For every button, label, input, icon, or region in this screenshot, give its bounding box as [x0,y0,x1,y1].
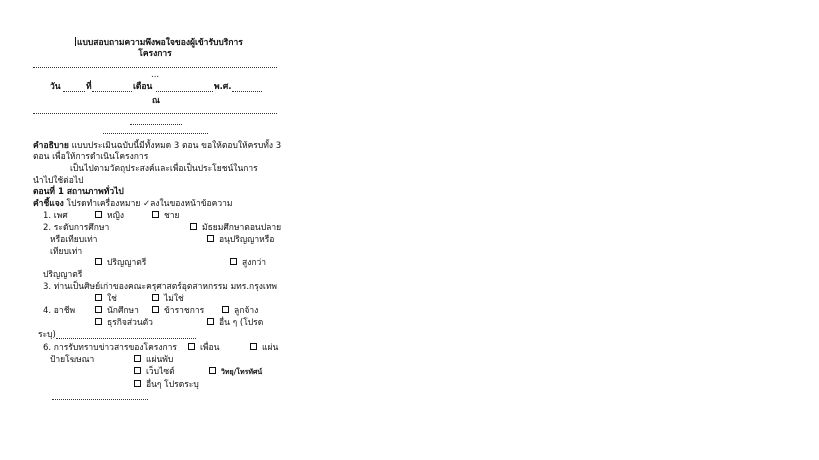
q3-label: 3. ท่านเป็นศิษย์เก่าของคณะครุศาสตร์อุตสาหกรรม มทร.กรุงเทพ [43,282,278,292]
separator-line [33,113,277,114]
separator-line [33,67,277,68]
q2-option-above-bachelor-cont: ปริญญาตรี [43,270,83,280]
q4-other-fill[interactable] [56,338,196,339]
q1-option-female[interactable] [95,211,124,222]
checkbox-icon[interactable] [95,294,102,301]
q2-label: 2. ระดับการศึกษา [43,223,110,233]
text-cursor [75,37,76,46]
q1-label: 1. เพศ [43,211,68,221]
checkbox-icon[interactable] [134,380,141,387]
q4-option-other[interactable] [207,318,263,329]
checkbox-icon[interactable] [95,211,102,218]
option-label: ชาย [164,211,180,221]
option-label: ลูกจ้าง [234,306,259,316]
option-label: หญิง [107,211,124,221]
checkbox-icon[interactable] [152,306,159,313]
separator-line [103,133,208,134]
q6-other-fill[interactable] [52,399,148,400]
option-label: อนุปริญญาหรือ [219,235,275,245]
option-label: นักศึกษา [107,306,139,316]
q4-option-government[interactable] [152,306,204,317]
option-label: สูงกว่า [242,258,267,268]
checkbox-icon[interactable] [134,355,141,362]
project-label: โครงการ [138,49,172,59]
q3-option-no[interactable] [152,294,184,305]
option-label: มัธยมศึกษาตอนปลาย [202,223,282,233]
separator-line [130,124,182,125]
q3-option-yes[interactable] [95,294,117,305]
explanation-line: ตอน เพื่อให้การดำเนินโครงการ [33,152,149,162]
q2-option-highschool[interactable] [190,223,281,234]
form-title-text: แบบสอบถามความพึงพอใจของผู้เข้ารับบริการ [77,38,243,48]
option-label: แผ่นพับ [146,355,174,365]
checkbox-icon[interactable] [152,211,159,218]
q6-option-friend[interactable] [188,343,219,354]
option-label: ใช่ [107,294,117,304]
checkbox-icon[interactable] [152,294,159,301]
q2-option-bachelor[interactable] [95,258,146,269]
option-label: ปริญญาตรี [107,258,147,268]
explanation-label: คำอธิบาย [33,141,69,151]
q6-option-brochure[interactable] [134,355,173,366]
q4-option-business[interactable] [95,318,153,329]
q4-option-employee[interactable] [222,306,258,317]
option-label: ธุรกิจส่วนตัว [107,318,153,328]
year-label: พ.ศ. [214,82,232,92]
checkbox-icon[interactable] [207,318,214,325]
option-label: เว็บไซต์ [146,367,175,377]
venue-label: ณ [152,96,160,106]
checkbox-icon[interactable] [95,318,102,325]
q1-option-male[interactable] [152,211,180,222]
q6-label-cont: ป้ายโฆษณา [50,355,95,365]
dots-fragment: ... [151,70,160,80]
option-label: ไม่ใช่ [164,294,184,304]
at-fill [92,91,132,92]
q6-option-website[interactable] [134,367,175,378]
form-title [75,37,243,49]
at-label: ที่ [86,82,92,92]
q4-label: 4. อาชีพ [43,306,76,316]
checkbox-icon[interactable] [134,367,141,374]
checkbox-icon[interactable] [190,223,197,230]
explanation-line [33,141,281,152]
explanation-line: เป็นไปตามวัตถุประสงค์และเพื่อเป็นประโยชน์ในการ [70,164,258,174]
q2-option-diploma-cont: เทียบเท่า [50,247,83,257]
explanation-text: แบบประเมินฉบับนี้มีทั้งหมด 3 ตอน ขอให้ตอบให้ครบทั้ง 3 [71,141,282,151]
option-label: ข้าราชการ [164,306,205,316]
checkbox-icon[interactable] [95,258,102,265]
instruction-label: คำชี้แจง [33,199,64,209]
part1-instruction [33,199,233,210]
q6-label: 6. การรับทราบข่าวสารของโครงการ [43,343,177,353]
checkbox-icon[interactable] [230,258,237,265]
q2-option-above-bachelor[interactable] [230,258,266,269]
checkbox-icon[interactable] [250,343,257,350]
q2-option-highschool-cont: หรือเทียบเท่า [50,235,98,245]
option-label: แผ่น [262,343,279,353]
option-label: วิทยุ/โทรทัศน์ [221,368,263,376]
day-label: วัน [50,82,61,92]
q6-option-sheet[interactable] [250,343,278,354]
checkbox-icon[interactable] [222,306,229,313]
q4-option-student[interactable] [95,306,139,317]
explanation-line: นำไปใช้ต่อไป [33,176,84,186]
option-label: อื่นๆ โปรดระบุ [146,380,199,390]
q2-option-diploma[interactable] [207,235,274,246]
month-fill [156,91,213,92]
part1-title: ตอนที่ 1 สถานภาพทั่วไป [33,187,124,197]
year-fill [232,91,262,92]
option-label: อื่น ๆ (โปรด [219,318,264,328]
month-label: เดือน [133,82,153,92]
day-fill [63,91,85,92]
option-label: เพื่อน [200,343,220,353]
instruction-text: โปรดทำเครื่องหมาย ✓ลงในของหน้าข้อความ [66,199,233,209]
checkbox-icon[interactable] [207,235,214,242]
q6-option-radio-tv[interactable] [209,367,262,378]
checkbox-icon[interactable] [95,306,102,313]
q6-option-other[interactable] [134,380,199,391]
checkbox-icon[interactable] [188,343,195,350]
q4-option-other-cont: ระบุ) [38,330,56,340]
checkbox-icon[interactable] [209,367,216,374]
